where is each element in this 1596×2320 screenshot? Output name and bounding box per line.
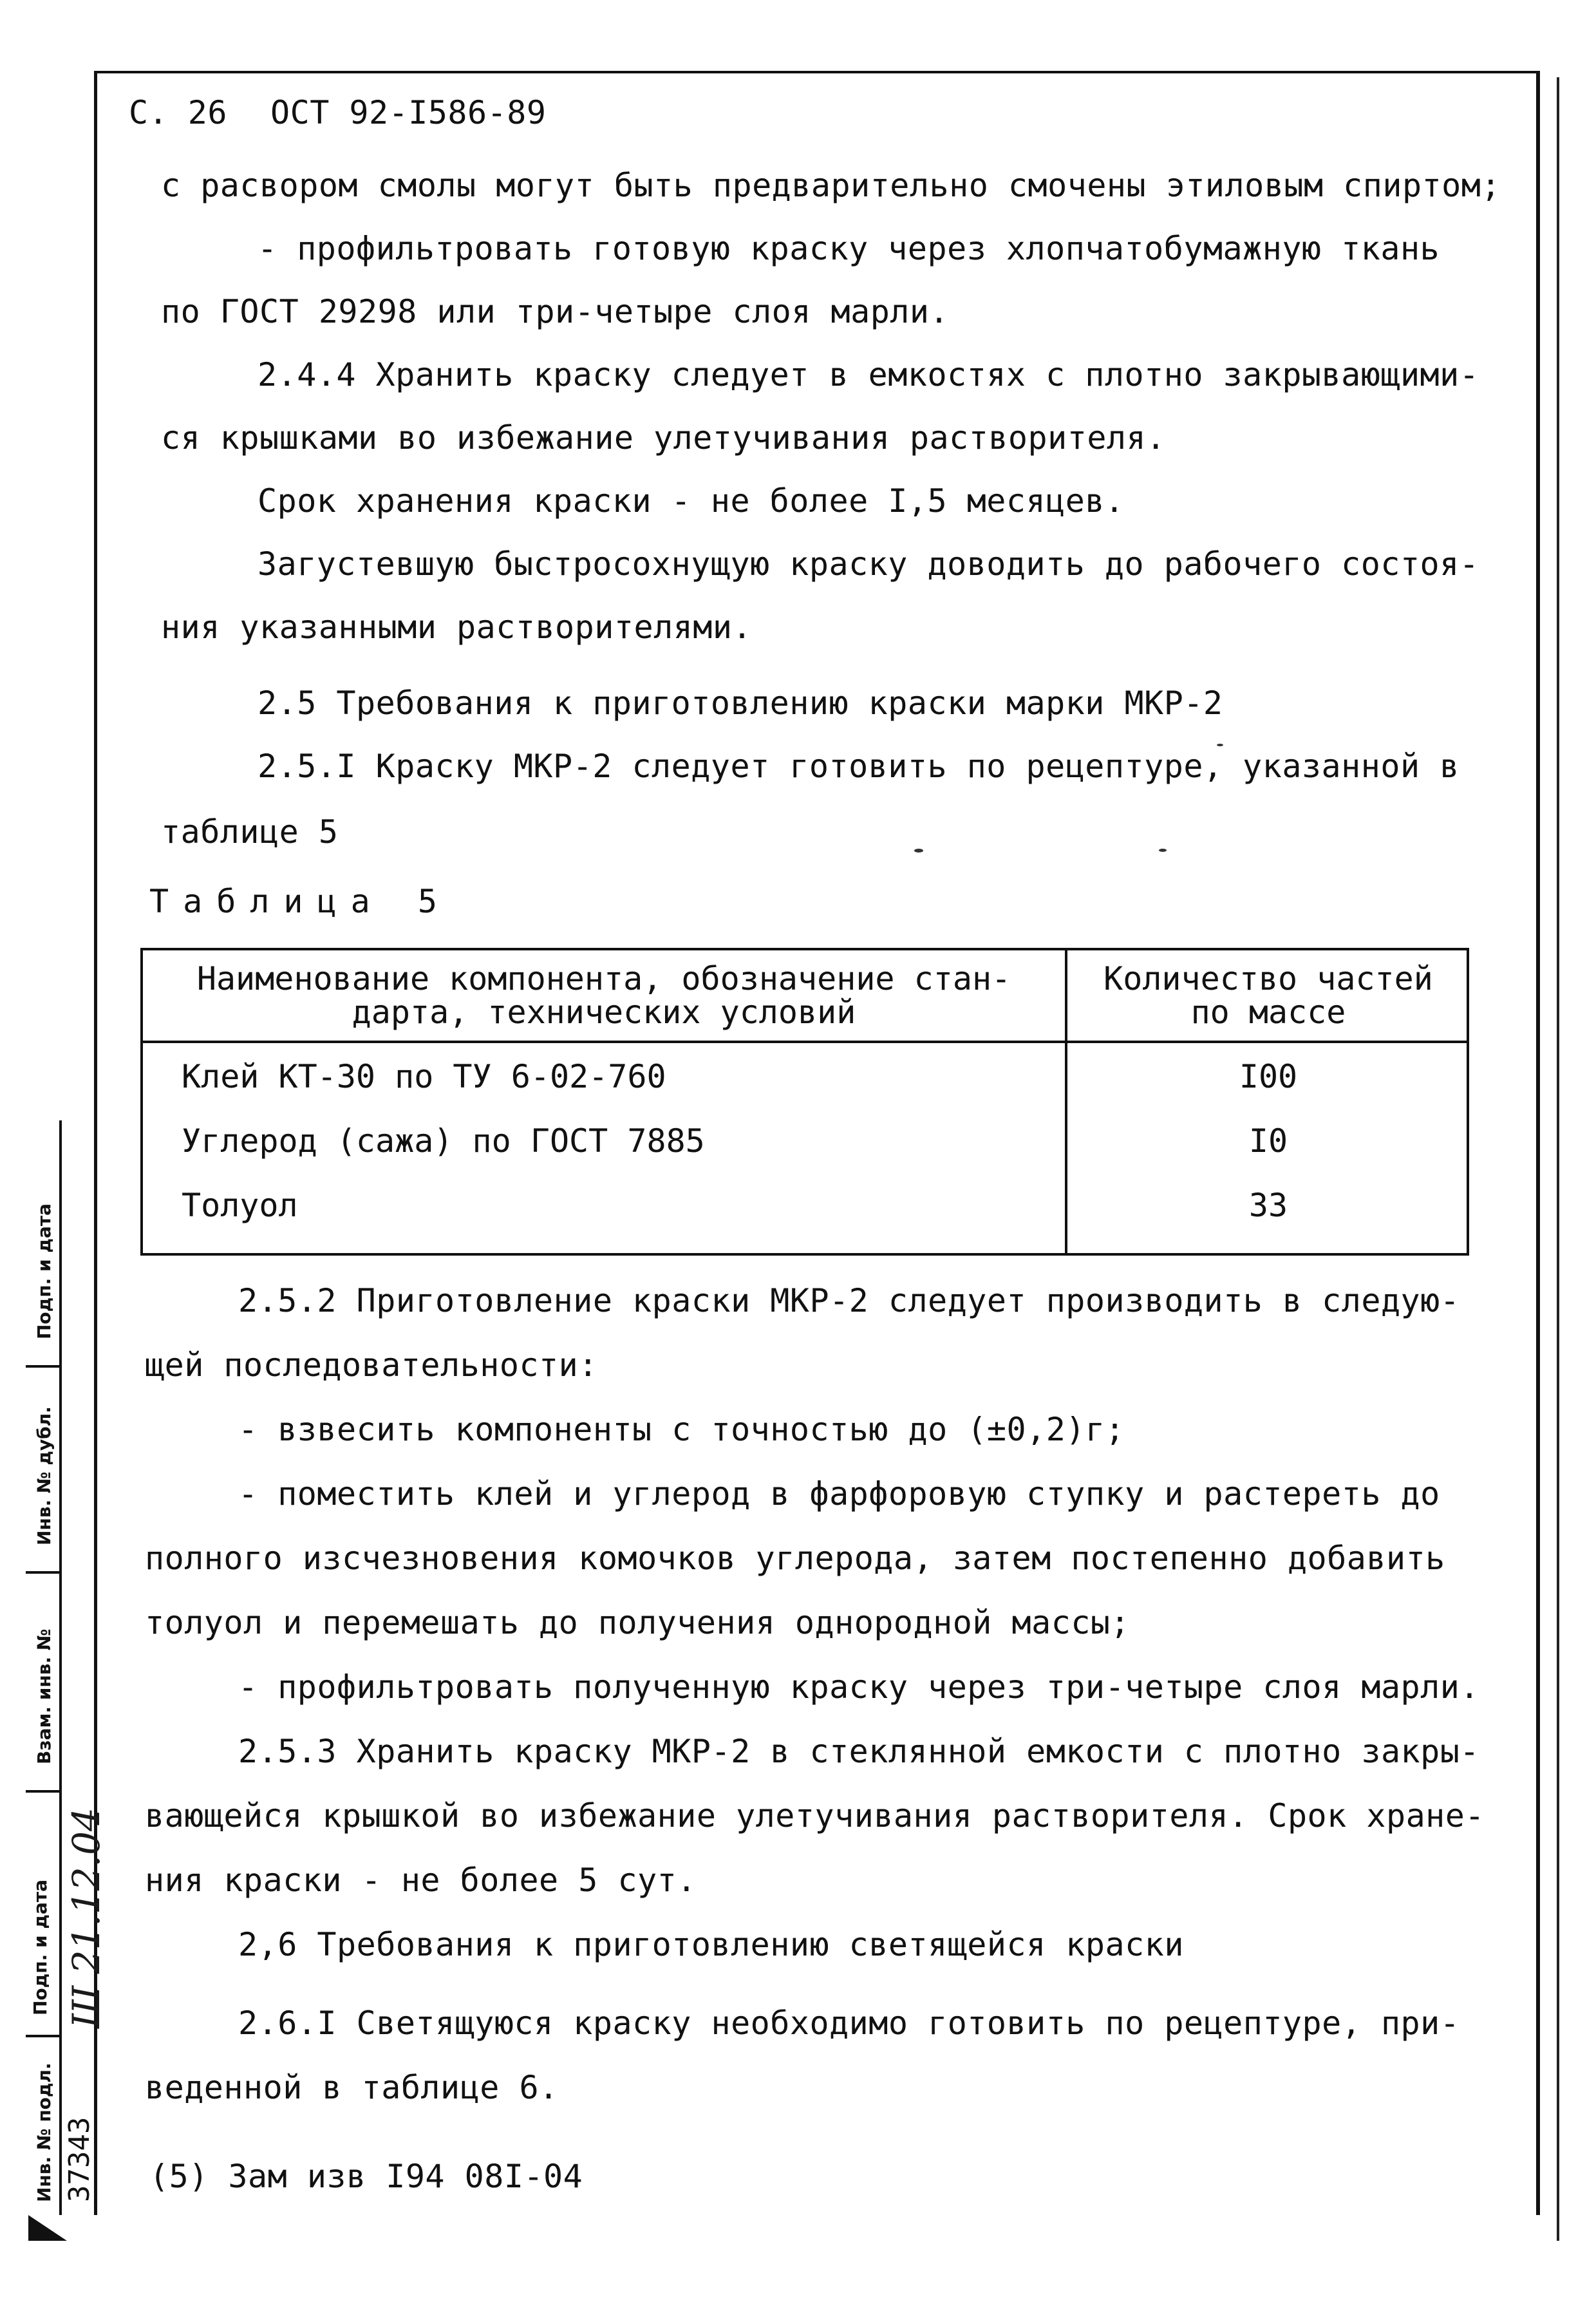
text-line: ния указанными растворителями. [161,608,753,646]
page-frame-top [95,71,1537,73]
scan-edge-line [1557,77,1559,2241]
text-line: - профильтровать готовую краску через хлопчатобумажную ткань [258,230,1440,267]
table-cell-quantity: I00 [1239,1058,1298,1095]
stamp-label-inv-dubl: Инв. № дубл. [33,1406,55,1545]
text-line: 2.4.4 Хранить краску следует в емкостях с плотно закрывающими- [258,356,1479,393]
text-line: по ГОСТ 29298 или три-четыре слоя марли. [161,293,950,330]
stamp-separator [26,1571,62,1574]
table-cell-quantity: 33 [1248,1187,1288,1224]
text-line: 2.6.I Светящуюся краску необходимо готовить по рецептуре, при- [238,2004,1460,2042]
table-title: Таблица 5 [149,883,451,920]
table-cell-component: Углерод (сажа) по ГОСТ 7885 [182,1122,705,1160]
section-heading: 2,6 Требования к приготовлению светящейся краски [238,1926,1184,1963]
stamp-separator [26,1365,62,1368]
table-header-separator [143,1041,1467,1043]
change-note: (5) Зам изв I94 08I-04 [149,2158,583,2195]
text-line: полного изсчезновения комочков углерода, затем постепенно добавить [145,1540,1445,1577]
table-cell-component: Клей КТ-30 по ТУ 6-02-760 [182,1058,666,1095]
margin-stamp-border [59,1120,62,2215]
table-cell-quantity: I0 [1248,1122,1288,1160]
stamp-signature-date: Ш 21.12.04 [64,1807,108,2028]
text-line: - взвесить компоненты с точностью до (±0,2)г; [238,1411,1125,1448]
page-frame-right [1536,71,1540,2215]
text-line: таблице 5 [161,813,339,851]
stamp-label-sign-date: Подп. и дата [33,1203,55,1339]
stamp-label-inv-podl: Инв. № подл. [33,2062,55,2202]
section-heading: 2.5 Требования к приготовлению краски марки МКР-2 [258,684,1223,722]
text-line: 2.5.2 Приготовление краски МКР-2 следует производить в следую- [238,1282,1460,1319]
components-table [140,948,1469,1256]
text-line: ния краски - не более 5 сут. [145,1862,697,1899]
text-line: вающейся крышкой во избежание улетучивания растворителя. Срок хране- [145,1797,1485,1834]
text-line: - профильтровать полученную краску через три-четыре слоя марли. [238,1668,1479,1706]
scan-speck [1159,849,1167,852]
table-cell-component: Толуол [182,1187,298,1224]
text-line: Срок хранения краски - не более I,5 месяцев. [258,482,1125,520]
table-header-quantity: Количество частей по массе [1103,960,1433,1031]
text-line: 2.5.3 Хранить краску МКР-2 в стеклянной емкости с плотно закры- [238,1733,1479,1770]
page-label: С. 26 [129,94,228,131]
scan-speck [914,849,923,853]
stamp-label-sign-date-2: Подп. и дата [30,1879,51,2015]
scan-speck [1217,744,1223,746]
text-line: щей последовательности: [145,1346,598,1384]
stamp-label-vzam-inv: Взам. инв. № [33,1628,55,1764]
text-line: толуол и перемешать до получения однородной массы; [145,1604,1131,1641]
stamp-separator [26,2035,62,2037]
scan-corner-mark [28,2215,67,2241]
text-line: с расвором смолы могут быть предварительно смочены этиловым спиртом; [161,167,1501,204]
table-header-component: Наименование компонента, обозначение стан- дарта, технических условий [196,960,1011,1031]
text-line: 2.5.I Краску МКР-2 следует готовить по рецептуре, указанной в [258,748,1460,785]
stamp-inventory-number: 37343 [63,2117,96,2202]
text-line: веденной в таблице 6. [145,2069,559,2106]
text-line: - поместить клей и углерод в фарфоровую ступку и растереть до [238,1475,1440,1513]
text-line: Загустевшую быстросохнущую краску доводить до рабочего состоя- [258,545,1479,583]
stamp-separator [26,1790,62,1793]
text-line: ся крышками во избежание улетучивания растворителя. [161,419,1166,457]
standard-number: ОСТ 92-I586-89 [270,94,547,131]
